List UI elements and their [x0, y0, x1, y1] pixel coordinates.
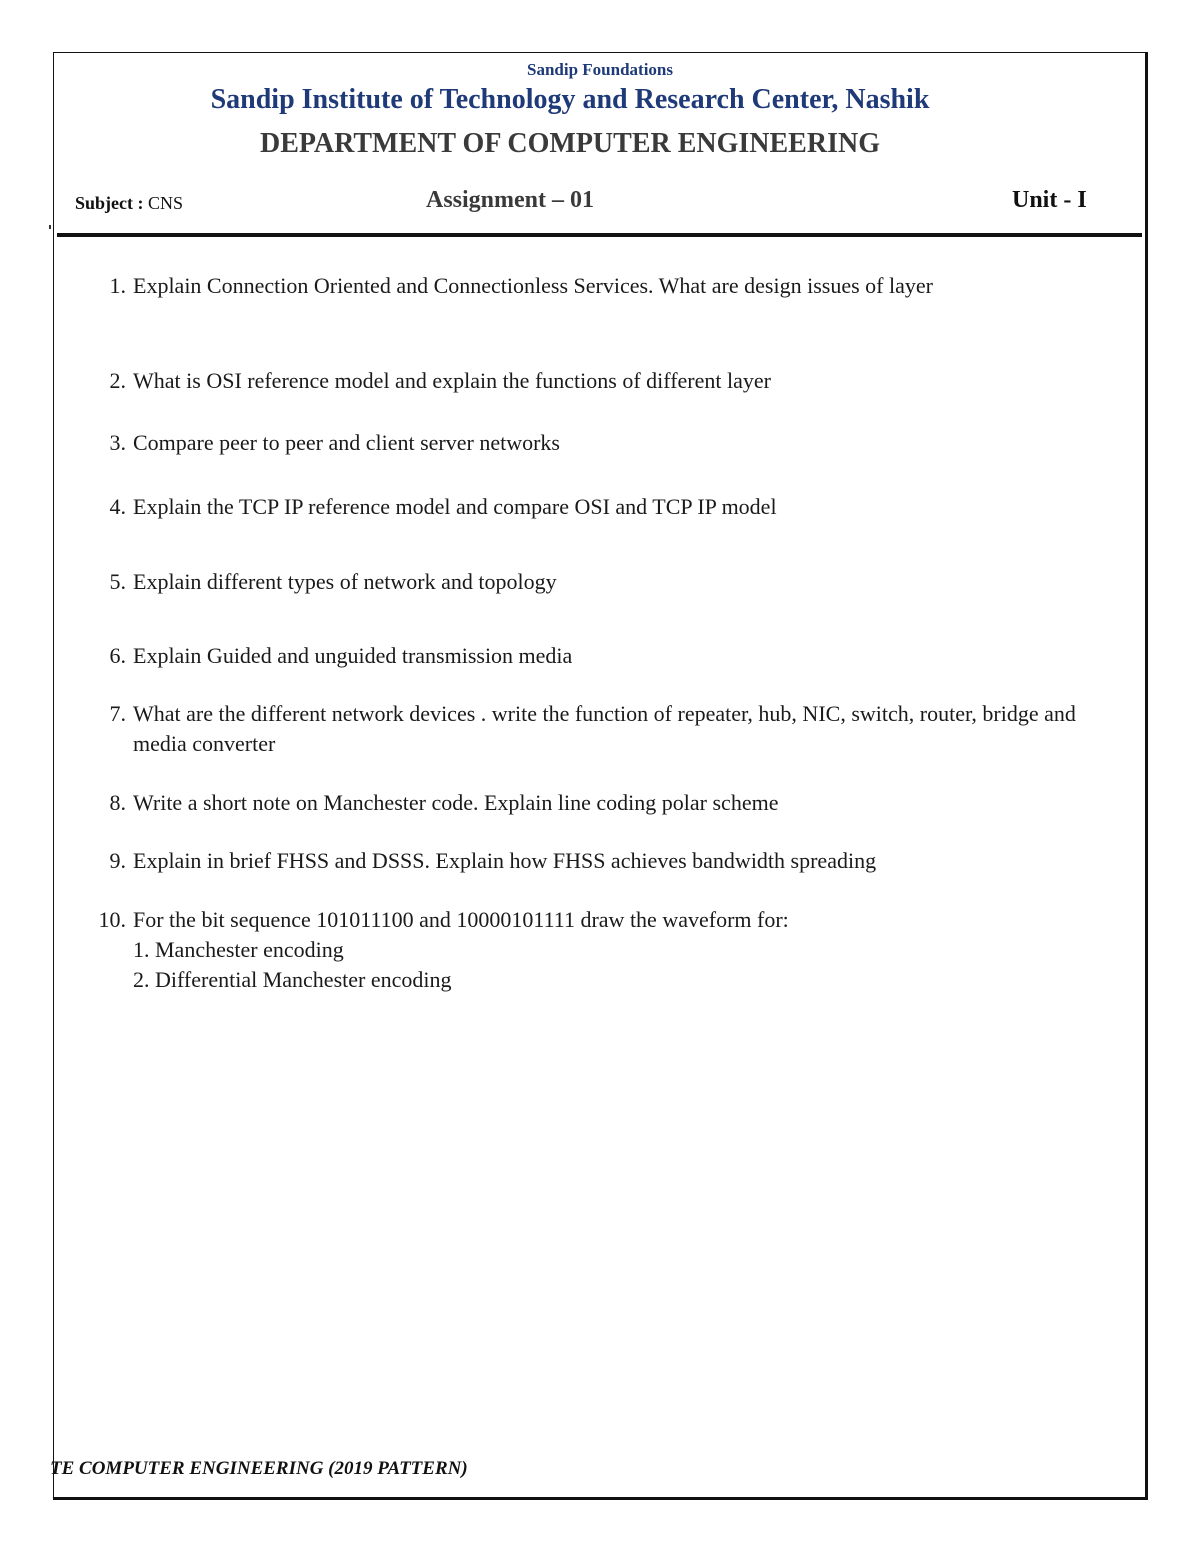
question-number: 2.	[109, 368, 126, 393]
question-text: Write a short note on Manchester code. Explain line coding polar scheme	[133, 790, 779, 815]
question-text: Explain in brief FHSS and DSSS. Explain how FHSS achieves bandwidth spreading	[133, 848, 877, 873]
question-number: 7.	[109, 701, 126, 726]
margin-tick	[49, 225, 51, 229]
subject-label: Subject :	[75, 193, 144, 213]
question-text: What are the different network devices . write the function of repeater, hub, NIC, switch, router, bridge and media converter	[133, 701, 1076, 756]
header-divider	[57, 233, 1142, 237]
question-text: Explain the TCP IP reference model and compare OSI and TCP IP model	[133, 494, 777, 519]
question-stem: For the bit sequence 101011100 and 10000101111 draw the waveform for:	[133, 907, 789, 932]
question-text: Explain Guided and unguided transmission media	[133, 643, 573, 668]
question-text: Explain Connection Oriented and Connectionless Services. What are design issues of layer	[133, 273, 933, 298]
subject-value: CNS	[148, 193, 184, 213]
question-number: 1.	[109, 273, 126, 298]
question-number: 4.	[109, 494, 126, 519]
institute-name: Sandip Institute of Technology and Research Center, Nashik	[210, 84, 930, 115]
question-number: 6.	[109, 643, 126, 668]
subject-line	[75, 193, 183, 214]
assignment-title: Assignment – 01	[426, 187, 595, 213]
question-text: Compare peer to peer and client server networks	[133, 430, 560, 455]
question-number: 9.	[109, 848, 126, 873]
department-name: DEPARTMENT OF COMPUTER ENGINEERING	[260, 128, 880, 159]
unit-label: Unit - I	[1012, 187, 1087, 213]
foundation-name: Sandip Foundations	[527, 60, 673, 79]
question-number: 10.	[98, 907, 126, 932]
footer-note: TE COMPUTER ENGINEERING (2019 PATTERN)	[50, 1458, 468, 1479]
question-number: 5.	[109, 569, 126, 594]
sub-item: 1. Manchester encoding	[133, 937, 344, 962]
sub-item-list	[133, 935, 1123, 995]
question-number: 8.	[109, 790, 126, 815]
question-text	[133, 905, 1123, 995]
question-text: Explain different types of network and topology	[133, 569, 557, 594]
page-border	[53, 52, 1148, 1500]
question-text: What is OSI reference model and explain the functions of different layer	[133, 368, 771, 393]
question-number: 3.	[109, 430, 126, 455]
sub-item: 2. Differential Manchester encoding	[133, 967, 452, 992]
